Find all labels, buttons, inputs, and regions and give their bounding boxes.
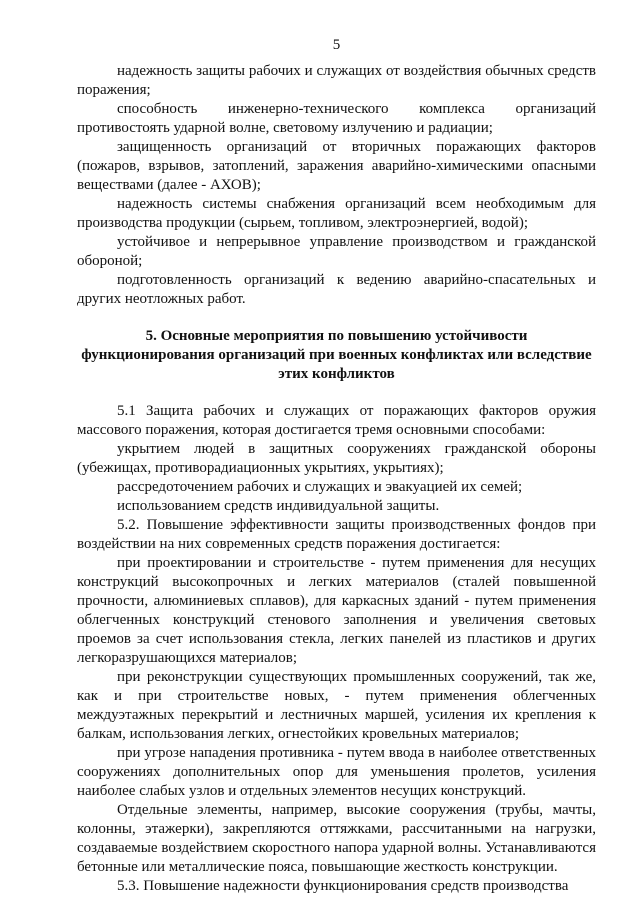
paragraph: 5.2. Повышение эффективности защиты производственных фондов при воздействии на них современных средств поражения достигается: [77, 517, 596, 552]
section-heading-line: 5. Основные мероприятия по повышению устойчивости [145, 328, 528, 344]
paragraph: надежность системы снабжения организаций всем необходимым для производства продукции (сырьем, топливом, электроэнергией, водой); [77, 196, 596, 231]
paragraph: при угрозе нападения противника - путем ввода в наиболее ответственных сооружениях дополнительных опор для уменьшения пролетов, усиления наиболее слабых узлов и отдельных элементов несущих конструкций. [77, 745, 596, 799]
paragraph: Отдельные элементы, например, высокие сооружения (трубы, мачты, колонны, этажерки), закрепляются оттяжками, рассчитанными на нагрузки, создаваемые воздействием скоростного напора ударной волны. Устанавливаются бетонные или металлические пояса, повышающие жесткость конструкции. [77, 802, 596, 875]
paragraph: надежность защиты рабочих и служащих от воздействия обычных средств поражения; [77, 63, 596, 98]
paragraph: защищенность организаций от вторичных поражающих факторов (пожаров, взрывов, затоплений, заражения аварийно-химическими опасными веществами (далее - АХОВ); [77, 139, 596, 193]
paragraph: рассредоточением рабочих и служащих и эвакуацией их семей; [117, 479, 523, 495]
paragraph: подготовленность организаций к ведению аварийно-спасательных и других неотложных работ. [77, 272, 596, 307]
paragraph: при реконструкции существующих промышленных сооружений, так же, как и при строительстве новых, - путем применения облегченных междуэтажных перекрытий и лестничных маршей, усиления их крепления к балкам, использования легких, огнестойких кровельных материалов; [77, 669, 596, 742]
paragraph-group-after [77, 402, 596, 896]
section-heading-line: функционирования организаций при военных конфликтах или вследствие [81, 347, 592, 363]
paragraph-group-before [77, 62, 596, 309]
page-number: 5 [332, 37, 341, 53]
paragraph: 5.1 Защита рабочих и служащих от поражающих факторов оружия массового поражения, которая достигается тремя основными способами: [77, 403, 596, 438]
paragraph: использованием средств индивидуальной защиты. [117, 498, 440, 514]
paragraph: 5.3. Повышение надежности функционирования средств производства [117, 878, 569, 894]
section-heading-line: этих конфликтов [278, 366, 395, 382]
paragraph: способность инженерно-технического комплекса организаций противостоять ударной волне, световому излучению и радиации; [77, 101, 596, 136]
paragraph: укрытием людей в защитных сооружениях гражданской обороны (убежищах, противорадиационных укрытиях, укрытиях); [77, 441, 596, 476]
section-heading [77, 327, 596, 384]
paragraph: устойчивое и непрерывное управление производством и гражданской обороной; [77, 234, 596, 269]
paragraph: при проектировании и строительстве - путем применения для несущих конструкций высокопрочных и легких материалов (сталей повышенной прочности, алюминиевых сплавов), для каркасных зданий - путем применения облегченных конструкций стенового заполнения и увеличения световых проемов за счет использования стекла, легких панелей из пластиков и других легкоразрушающихся материалов; [77, 555, 596, 666]
